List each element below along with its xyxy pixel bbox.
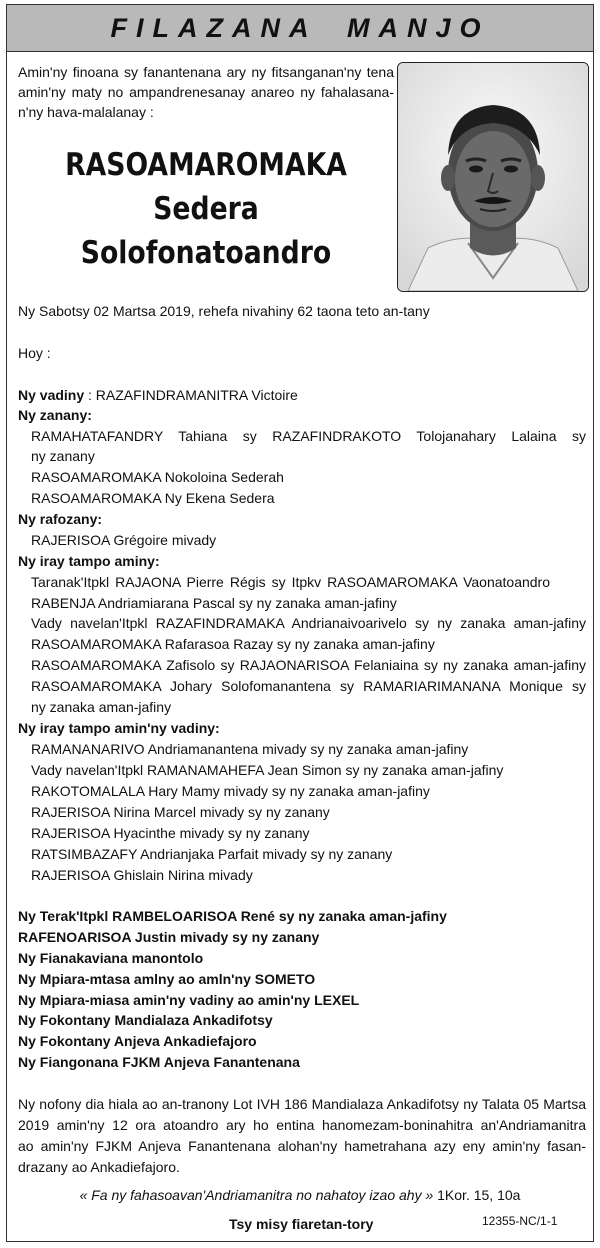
bold-list-item: Ny Fianakaviana manontolo [18, 950, 204, 966]
deceased-photo [397, 62, 589, 292]
bold-list-item: Ny Mpiara-miasa amin'ny vadiny ao amin'ny LEXEL [18, 992, 360, 1008]
hoy-label: Hoy : [18, 345, 51, 361]
funeral-line: Ny nofony dia hiala ao an-tranony Lot IVH 186 Mandialaza Ankadifotsy ny Talata 05 Martsa [18, 1096, 586, 1112]
list-item: ny zanaka aman-jafiny [31, 699, 172, 715]
funeral-line: drazany ao Ankadiefajoro. [18, 1159, 180, 1175]
list-item: RABENJA Andriamiarana Pascal sy ny zanaka aman-jafiny [31, 595, 397, 611]
children-label: Ny zanany: [18, 407, 92, 423]
list-item: RAMAHATAFANDRY Tahiana sy RAZAFINDRAKOTO Tolojanahary Lalaina sy [31, 428, 586, 444]
spouse-siblings-label: Ny iray tampo amin'ny vadiny: [18, 720, 220, 736]
spouse-label: Ny vadiny [18, 387, 85, 403]
spouse-line [18, 385, 298, 405]
closing-line: Tsy misy fiaretan-tory [229, 1216, 374, 1232]
intro-text [18, 62, 394, 122]
bold-list-item: Ny Fokontany Anjeva Ankadiefajoro [18, 1033, 257, 1049]
intro-line: Amin'ny finoana sy fanantenana ary ny fitsanganan'ny tena [18, 64, 394, 80]
bible-verse [0, 1185, 600, 1205]
list-item: RAJERISOA Grégoire mivady [31, 532, 217, 548]
funeral-line: 2019 amin'ny 12 ora atoandro ary ho entina hanomezam-boninahitra an'Andriamanitra [18, 1117, 586, 1133]
spouse-value: : RAZAFINDRAMANITRA Victoire [84, 387, 298, 403]
list-item: RAJERISOA Nirina Marcel mivady sy ny zanany [31, 804, 330, 820]
list-item: RAKOTOMALALA Hary Mamy mivady sy ny zanaka aman-jafiny [31, 783, 430, 799]
bold-list-item: Ny Terak'Itpkl RAMBELOARISOA René sy ny zanaka aman-jafiny [18, 908, 447, 924]
list-item: RASOAMAROMAKA Rafarasoa Razay sy ny zanaka aman-jafiny [31, 636, 435, 652]
deceased-second-name: Solofonatoandro [80, 235, 332, 271]
list-item: Vady navelan'Itpkl RAMANAMAHEFA Jean Simon sy ny zanaka aman-jafiny [31, 762, 504, 778]
verse-text: « Fa ny fahasoavan'Andriamanitra no nahatoy izao ahy » [79, 1187, 434, 1203]
deceased-surname: RASOAMAROMAKA [65, 147, 347, 183]
list-item: Taranak'Itpkl RAJAONA Pierre Régis sy Itpkv RASOAMAROMAKA Vaonatoandro [31, 574, 550, 590]
list-item: RAJERISOA Ghislain Nirina mivady [31, 867, 253, 883]
siblings-label: Ny iray tampo aminy: [18, 553, 160, 569]
list-item: RASOAMAROMAKA Zafisolo sy RAJAONARISOA Felaniaina sy ny zanaka aman-jafiny [31, 657, 586, 673]
list-item: RASOAMAROMAKA Ny Ekena Sedera [31, 490, 275, 506]
ad-reference: 12355-NC/1-1 [482, 1214, 558, 1228]
intro-line: amin'ny maty no ampandrenesanay anareo ny fahalasana- [18, 84, 394, 100]
bold-list-item: Ny Fokontany Mandialaza Ankadifotsy [18, 1012, 273, 1028]
deceased-first-name: Sedera [153, 191, 259, 227]
portrait-image [398, 63, 588, 291]
list-item: RAMANANARIVO Andriamanantena mivady sy ny zanaka aman-jafiny [31, 741, 469, 757]
bold-list-item: RAFENOARISOA Justin mivady sy ny zanany [18, 929, 320, 945]
notice-header [7, 5, 593, 52]
list-item: RAJERISOA Hyacinthe mivady sy ny zanany [31, 825, 310, 841]
list-item: RASOAMAROMAKA Nokoloina Sederah [31, 469, 284, 485]
verse-ref: 1Kor. 15, 10a [437, 1187, 521, 1203]
date-line: Ny Sabotsy 02 Martsa 2019, rehefa nivahiny 62 taona teto an-tany [18, 303, 430, 319]
bold-list-item: Ny Mpiara-mtasa amlny ao amln'ny SOMETO [18, 971, 316, 987]
intro-line: n'ny hava-malalanay : [18, 104, 154, 120]
bold-list-item: Ny Fiangonana FJKM Anjeva Fanantenana [18, 1054, 300, 1070]
deceased-name [44, 143, 367, 275]
list-item: Vady navelan'Itpkl RAZAFINDRAMAKA Andrianaivoarivelo sy ny zanaka aman-jafiny [31, 615, 586, 631]
funeral-line: ao amin'ny FJKM Anjeva Fanantenana alohan'ny hametrahana azy eny amin'ny fasan- [18, 1138, 586, 1154]
list-item: ny zanany [31, 448, 95, 464]
in-laws-label: Ny rafozany: [18, 511, 103, 527]
list-item: RASOAMAROMAKA Johary Solofomanantena sy RAMARIARIMANANA Monique sy [31, 678, 586, 694]
notice-title: FILAZANA MANJO [110, 12, 490, 43]
list-item: RATSIMBAZAFY Andrianjaka Parfait mivady sy ny zanany [31, 846, 393, 862]
